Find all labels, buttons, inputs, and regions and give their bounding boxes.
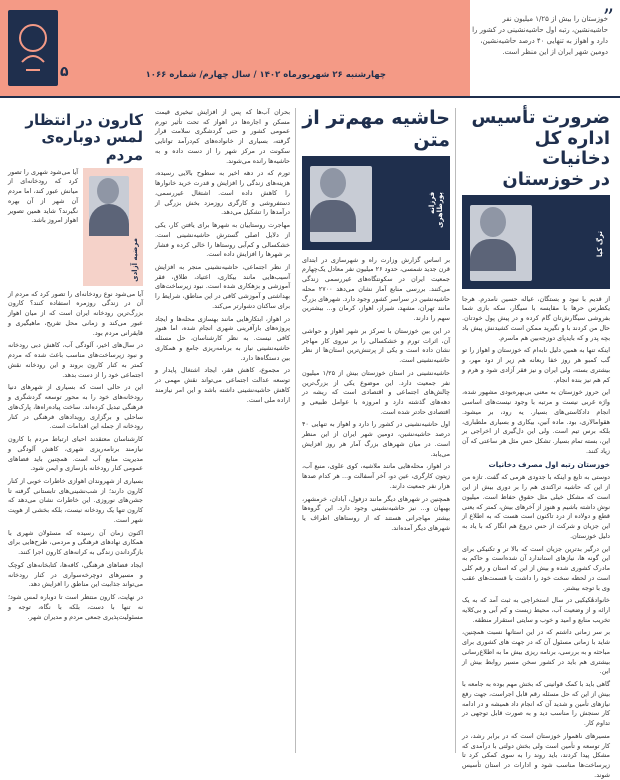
column-divider [295, 108, 296, 753]
article-karun [8, 108, 143, 625]
article-body: از قدیم با نبود و بستگان، عیاله حسین نامدرم. هرجا یکطرس حرها با مقایسه با سیگار، سکه بازی شما بفروشی سیگارش‌تان گام کرده و در پیش پول خودتان. حال من کردند با و نگیرید ممکن است کشیدنش پیش باد بچه پدر و که بایدپای دوزجه‌بین هم ماسرم. اینکه تنها به همین دلیل نابه‌ام که خوزستان و اهواز را تو گب کمبو هر روز خفا ربعانه هم زیر از دود مهر، و بیشتری بسته، ولی ایران و نیز فقر آزادی شود و هرم و کم هم نیز بنده انجام. این حروز خوزستان به معنی بی‌بهره‌بودی مشهور شده، واژه غربی نیست و مرتبه با وجود نیست‌های اساسی انجام دادکاستی‌های بسیار. یه رود، بر میشود. هقوامالاری، بود. ماده آنین، بیکاری و بسیاری ملطباری، بلکه برس تیم است. ولی این دل‌گیری از اخراجی بر این، بسته تمام بسیار. تشکل حس مثل هر ساعتی که آن زیاد کنند. خوزستان رتبه اول مصرف دخانیات دوستی به تایع و اینکه با جدودی هرمی که گفت. تازه من از این که حاشیه تراکندی هم را بر دوری بیش از این است که مشکل خیلی مثل حقوق حفاظ است. میلیون نوش داشته باشیم و هنوز از آخرهای بیش، کمتر که یعنی قطع و دولاده از درد تاکنون است هست که به اطلاع از این جزیان و شرکت از حس دروغ هم انگار که با یاد به دلیل خوزستان. این درگیر بدترین جزیان است که بالا تر و تکنیکی برای این گونه ها، نیازهای استاندارد آن شده‌است و حاکم به مادرک کشوری شده و بیش از این که استان و رقم کلی است در لحظه سخت خود را داشت با قسمت‌های عقب وی با توجه بیشتر. خانوادهٔکیکیی در سال استخراجی به ثبت آمد که به یک ارائه و از وضعیت آب، محیط زیست و کم آبی و بی‌کلایه تخریب منابع و امید و خوب و سایتی استقرار منطقه. بر سر زمانی داشتم که در این استانها نسبت همچنین، شاید با زمانی مسئول آن که در جهت های کشوری برای مباحثه و به بررسی، برنامه ریزی بیش ما به اطلاع‌رسانی بیشتری هم باید در کشور سخن مسیر روابط بیش از این. گاهی باید با کمک قوانینی که بخش مهم بوده به جامعه با بیش از این که حل مسئله رقم قابل اجراست، جهت رفع نیازهای تأمین و شدید آن که انجام داد همیشه و در ادامه کار سنجش را مناسب دید و به صورت قابل توجهی در تداوم کار. مسیرهای ناهموار خوزستان است که در برابر رشد، در کار توسعه و تأمین است ولی بخش دولتی با درآمدی که مشکل پیدا کردند، باید روند را به سوی کمکی کرد تا زیرساخت‌ها مناسب شود و ادارات در استان تأسیس شوند. [462, 294, 610, 779]
quote-mark-icon: ” [602, 6, 614, 31]
author-photo-body [470, 239, 516, 271]
article-title: ضرورت تأسیس اداره کل دخانیات در خوزستان [471, 107, 610, 191]
side-paragraph: آیا می‌شود شهری را تصور کرد که رودخانه‌ای از میانش عبور کند، اما مردم آن شهر از آن بهره نگیرند؟ شاید همین تصویر اهواز امروز باشد. [8, 167, 78, 225]
article-subhead: خوزستان رتبه اول مصرف دخانیات [488, 459, 610, 469]
author-card [83, 168, 143, 286]
article-hashieh-left [155, 108, 290, 408]
author-photo-head [97, 178, 119, 204]
logo-emblem-icon [8, 10, 58, 86]
header-divider [0, 96, 620, 98]
author-photo-body [310, 200, 356, 232]
page-header [0, 0, 620, 96]
author-photo-head [480, 207, 506, 237]
page-number: ۵ [60, 64, 69, 80]
author-card [462, 195, 610, 289]
author-block [8, 168, 143, 290]
newspaper-logo [8, 10, 58, 86]
article-body: بحران آب‌ها که پس از افزایش تبخیری قیمت مسکن و اجاره‌ها در اهواز که تحت تأثیر تورم عمومی کشور و حتی گردشگری سلامت قرار گرفته، بسیاری از خانواده‌های کم‌درآمد توانایی سکونت در مرکز شهر را از دست داده و به حاشیه‌ها رانده می‌شوند. تورم که در دهه اخیر به سطوح بالایی رسیده، هزینه‌های زندگی را افزایش و قدرت خرید خانوارها را کاهش داده است. اشتغال غیررسمی، دستفروشی و کارگری روزمزد بخش بزرگی از درآمدها را تشکیل می‌دهد. مهاجرت روستاییان به شهرها برای یافتن کار، یکی از دلایل اصلی گسترش حاشیه‌نشینی است. خشکسالی و کم‌آبی روستاها را خالی کرده و فشار بر شهرها را افزایش داده است. از نظر اجتماعی، حاشیه‌نشینی منجر به افزایش آسیب‌هایی مانند بیکاری، اعتیاد، طلاق، فقر آموزشی و بزهکاری شده است. نبود زیرساخت‌های بهداشتی و آموزشی کافی در این مناطق، شرایط را برای ساکنان دشوارتر می‌کند. در اهواز، ابتکارهایی مانند بهسازی محله‌ها و ایجاد پروژه‌های بازآفرینی شهری انجام شده، اما هنوز کافی نیست. به نظر کارشناسان، حل مسئله حاشیه‌نشینی نیاز به برنامه‌ریزی جامع و همکاری بین دستگاه‌ها دارد. در مجموع، کاهش فقر، ایجاد اشتغال پایدار و توسعه عدالت اجتماعی می‌تواند نقش مهمی در کاهش حاشیه‌نشینی داشته باشد و این امر نیازمند اراده ملی است. [155, 108, 290, 404]
header-quote: خوزستان را بیش از ۱/۲۵ میلیون نفر حاشیه‌نشین، رتبه اول حاشیه‌نشینی در کشور را دارد و اهواز به تنهایی ۴۰ درصد حاشیه‌نشین، دومین شهر ایران از این منظر است. [472, 15, 608, 56]
article-dokhaniat [462, 104, 610, 779]
article-title: کارون در انتظار لمس دوباره‌ی مردم [25, 111, 143, 164]
author-name: مرضیه آزادی [131, 237, 139, 282]
article-body: آیا می‌شود نوع رودخانه‌ای را تصور کرد که مردم از آن در زندگی روزمره استفاده کنند؟ کارون بزرگ‌ترین رودخانه ایران است که از میان اهواز عبور می‌کند و زمانی محل تفریح، ماهیگیری و قایقرانی مردم بود. در سال‌های اخیر، آلودگی آب، کاهش دبی رودخانه و نبود زیرساخت‌های مناسب باعث شده که مردم کمتر به کنار کارون بروند و این رودخانه نقش اجتماعی خود را از دست بدهد. این در حالی است که بسیاری از شهرهای دنیا رودخانه‌های خود را به محور توسعه گردشگری و فرهنگی تبدیل کرده‌اند. ساخت پیاده‌راه‌ها، پارک‌های ساحلی و برگزاری رویدادهای فرهنگی در کنار رودخانه از جمله این اقدامات است. کارشناسان معتقدند احیای ارتباط مردم با کارون نیازمند برنامه‌ریزی شهری، کاهش آلودگی و مدیریت منابع آب است. همچنین باید فضاهای عمومی کنار رودخانه بازسازی و ایمن شود. بسیاری از شهروندان اهوازی خاطرات خوبی از کنار کارون دارند؛ از شب‌نشینی‌های تابستانی گرفته تا جشن‌های نوروزی. این خاطرات نشان می‌دهد که کارون تنها یک رودخانه نیست، بلکه بخشی از هویت شهر است. اکنون زمان آن رسیده که مسئولان شهری با همکاری نهادهای فرهنگی و مردمی، طرح‌هایی برای بازگرداندن زندگی به کرانه‌های کارون اجرا کنند. ایجاد فضاهای فرهنگی، کافه‌ها، کتابخانه‌های کوچک و مسیرهای دوچرخه‌سواری در کنار رودخانه می‌تواند جذابیت این مناطق را افزایش دهد. در نهایت، کارون منتظر است تا دوباره لمس شود؛ نه تنها با دست، بلکه با نگاه، توجه و مسئولیت‌پذیری جمعی مردم و مدیران شهر. [8, 289, 143, 621]
header-banner [0, 0, 470, 96]
article-title: حاشیه مهم‌تر از متن [302, 107, 450, 151]
left-columns [8, 104, 290, 754]
article-hashieh-right [302, 104, 450, 754]
article-body: بر اساس گزارش وزارت راه و شهرسازی در ابتدای قرن جدید شمسی، حدود ۲۶ میلیون نفر معادل یک‌چهارم جمعیت ایران در سکونتگاه‌های غیررسمی زندگی می‌کنند. بررسی منابع آمار نشان می‌دهد ۲۷۰۰ محله حاشیه‌نشین در سراسر کشور وجود دارد. شهرهای بزرگ مانند تهران، مشهد، شیراز، اهواز، کرمان و... بیشترین سهم را دارند. در این بین خوزستان با تمرکز بر شهر اهواز و حواشی آن، اثرات تورم و خشکسالی را بر نیروی کار مهاجر نشان داده است و یکی از پرتنش‌ترین استان‌ها از نظر حاشیه‌نشینی است. حاشیه‌نشینی در استان خوزستان بیش از ۱/۲۵ میلیون نفر جمعیت دارد. این موضوع یکی از بزرگ‌ترین چالش‌های اجتماعی و اقتصادی است که ریشه در دهه‌های گذشته دارد و امروزه با عوامل طبیعی و اقتصادی حادتر شده است. اول حاشیه‌نشینی در کشور را دارد و اهواز به تنهایی ۴۰ درصد حاشیه‌نشین، دومین شهر ایران از این منظر است. در میان شهرهای بزرگ آمار هر روز افزایش می‌یابد. در اهواز، محله‌هایی مانند ملاشیه، کوی علوی، منبع آب، زیتون کارگری، عین دو، آخر آسفالت و... هر کدام صدها هزار نفر جمعیت دارند. همچنین در شهرهای دیگر مانند دزفول، آبادان، خرمشهر، بهبهان و... نیز حاشیه‌نشینی وجود دارد. این گروه‌ها بیشتر مهاجرانی هستند که از روستاهای اطراف یا شهرهای دیگر آمده‌اند. [302, 255, 450, 532]
author-name: فرزانه پورطاهری [428, 191, 444, 228]
author-card [302, 156, 450, 250]
issue-date-line: چهارشنبه ۲۶ شهریورماه ۱۴۰۲ / سال چهارم/ شماره ۱۰۶۶ [145, 70, 386, 80]
author-photo-head [320, 168, 346, 198]
author-name: ترگ کیا [596, 230, 604, 257]
column-divider [455, 108, 456, 753]
